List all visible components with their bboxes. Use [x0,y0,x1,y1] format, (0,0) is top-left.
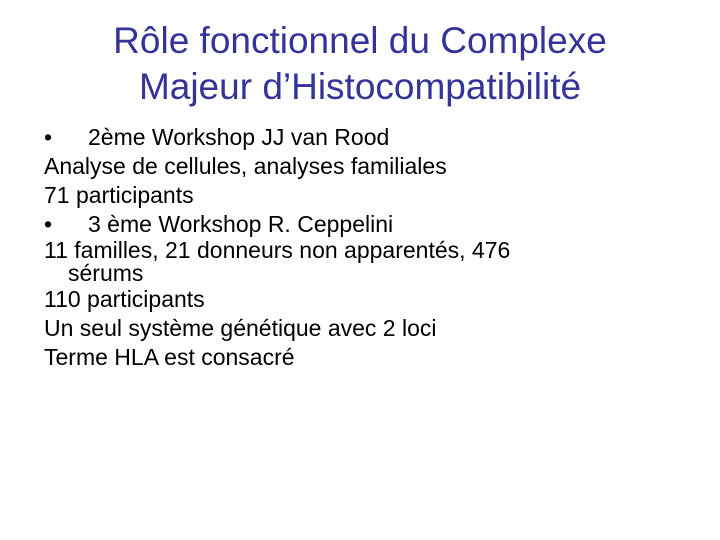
body-line-participants-71: 71 participants [44,182,194,208]
body-line-terme-hla: Terme HLA est consacré [44,344,295,370]
bullet-text: 3 ème Workshop R. Ceppelini [88,211,394,237]
body-line-participants-110: 110 participants [44,286,205,312]
bullet-icon: • [44,124,53,150]
bullet-icon: • [44,211,53,237]
body-line-systeme-genetique: Un seul système génétique avec 2 loci [44,315,437,341]
body-line-familles: 11 familles, 21 donneurs non apparentés, 476 [44,237,511,263]
slide-title [40,18,680,110]
bullet-item-workshop-2 [44,123,684,152]
slide-title-line-2: Majeur d’Histocompatibilité [138,66,582,107]
slide-body [44,123,684,372]
body-line-analyse: Analyse de cellules, analyses familiales [44,153,447,179]
bullet-text: 2ème Workshop JJ van Rood [88,124,390,150]
slide-title-line-1: Rôle fonctionnel du Complexe [113,20,607,61]
body-line-serums: sérums [68,260,144,286]
bullet-item-workshop-3 [44,210,684,239]
